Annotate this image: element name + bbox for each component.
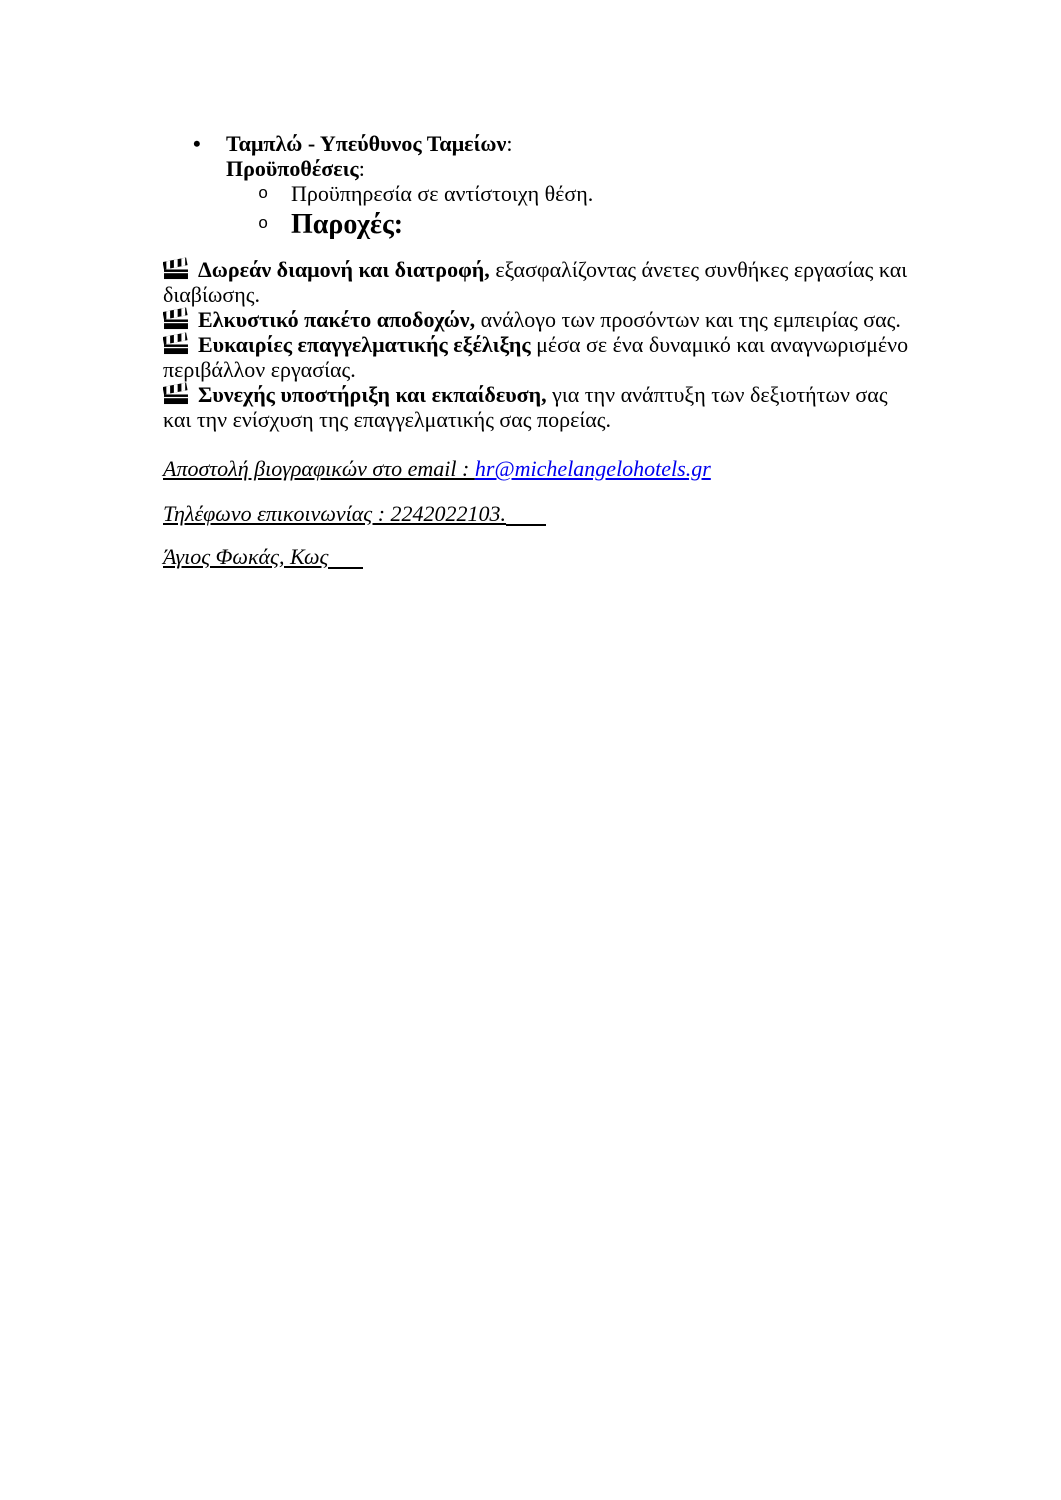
contact-email-line [163,456,921,482]
benefits-header-item [163,206,921,243]
contact-phone-line [163,501,921,527]
position-title-line [226,131,921,156]
benefit-bold-text: Συνεχής υποστήριξη και εκπαίδευση, [198,382,547,407]
benefit-rest-text: ανάλογο των προσόντων και της εμπειρίας σας. [475,307,901,332]
circle-bullet-icon: o [258,215,269,234]
requirements-label-line [226,156,921,181]
benefits-header: Παροχές: [291,209,404,240]
position-title-colon: : [506,131,513,156]
bullet-icon: • [193,131,201,156]
email-link[interactable]: hr@michelangelohotels.gr [474,456,711,481]
requirement-text: Προϋπηρεσία σε αντίστοιχη θέση. [291,181,594,206]
benefit-item [163,257,921,307]
benefit-bold-text: Δωρεάν διαμονή και διατροφή, [198,257,490,282]
clapperboard-icon [163,307,189,330]
benefit-rest-text: για την ανάπτυξη των δεξιοτήτων σας και την ενίσχυση της επαγγελματικής σας πορείας. [163,382,888,432]
requirement-item [163,181,921,206]
circle-bullet-icon: o [258,185,269,204]
clapperboard-icon [163,332,189,355]
clapperboard-icon [163,382,189,405]
phone-text: Τηλέφωνο επικοινωνίας : 2242022103. [163,501,507,526]
benefit-bold-text: Ελκυστικό πακέτο αποδοχών, [198,307,476,332]
underline-tail [328,565,363,569]
position-list-item [163,131,921,181]
benefit-item [163,382,921,432]
benefit-item [163,307,921,332]
clapperboard-icon [163,257,189,280]
benefit-rest-text: εξασφαλίζοντας άνετες συνθήκες εργασίας και διαβίωσης. [163,257,908,307]
benefits-list [163,257,921,432]
benefit-rest-text: μέσα σε ένα δυναμικό και αναγνωρισμένο περιβάλλον εργασίας. [163,332,909,382]
requirements-label-colon: : [358,156,365,181]
benefit-item [163,332,921,382]
email-label: Αποστολή βιογραφικών στο email : [163,456,475,481]
benefit-bold-text: Ευκαιρίες επαγγελματικής εξέλιξης [198,332,531,357]
contact-location-line [163,544,921,570]
location-text: Άγιος Φωκάς, Κως [163,544,329,569]
position-title: Ταμπλώ - Υπεύθυνος Ταμείων [226,131,507,156]
requirements-label: Προϋποθέσεις [226,156,359,181]
underline-tail [506,522,546,526]
